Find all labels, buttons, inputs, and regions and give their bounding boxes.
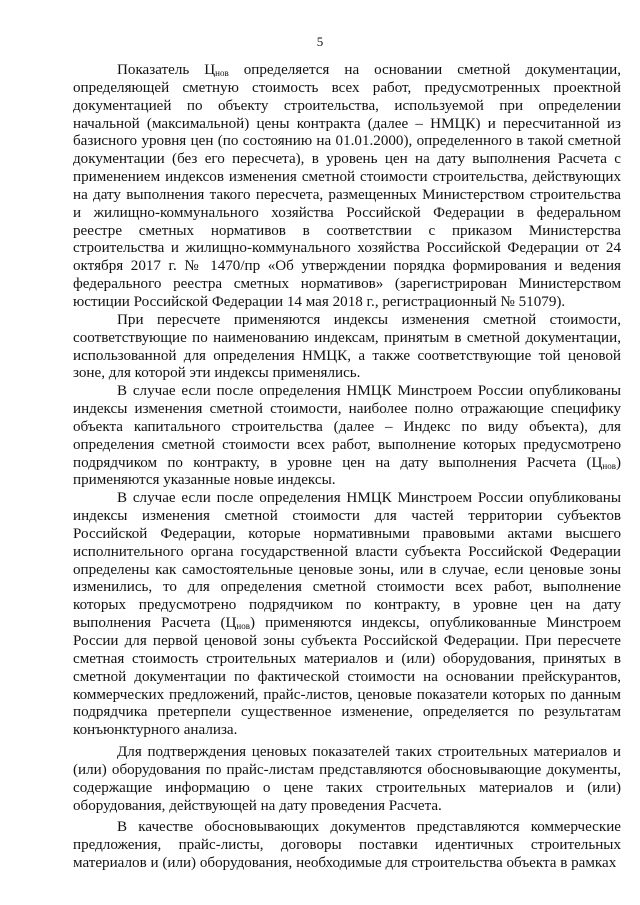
paragraph-4 (73, 490, 621, 740)
paragraph-4-before: В случае если после определения НМЦК Минстроем России опубликованы индексы изменения сметной стоимости для частей территории субъектов Российской Федерации, которые нормативными правовыми актами высшего исполнительного органа государственной власти субъекта Российской Федерации определены как самостоятельные ценовые зоны, или в случае, если ценовые зоны изменились, то для определения сметной стоимости всех работ, выполнение которых предусмотрено подрядчиком по контракту, в уровне цен на дату выполнения Расчета ( (73, 490, 621, 632)
paragraph-2: При пересчете применяются индексы изменения сметной стоимости, соответствующие по наименованию индексам, принятым в сметной документации, использованной для определения НМЦК, а также соответствующие той ценовой зоне, для которой эти индексы применялись. (73, 311, 621, 382)
symbol-letter: Ц (204, 62, 216, 78)
paragraph-6: В качестве обосновывающих документов представляются коммерческие предложения, прайс-листы, договоры поставки идентичных строительных материалов и (или) оборудования, необходимые для строительства объекта в рамках (73, 819, 621, 872)
symbol-subscript: нов (236, 621, 250, 632)
symbol-letter: Ц (225, 615, 237, 632)
symbol-c-nov (226, 615, 250, 631)
paragraph-1 (73, 62, 621, 312)
paragraph-3-after: ) применяются указанные новые индексы. (73, 454, 621, 489)
paragraph-1-before: Показатель (117, 62, 205, 78)
paragraph-4-after: ) применяются индексы, опубликованные Минстроем России для первой ценовой зоны субъекта Российской Федерации. При пересчете сметная стоимость строительных материалов и (или) оборудования, принятых в сметной документации по фактической стоимости на основании прейскурантов, коммерческих предложений, прайс-листов, ценовые показатели которых по данным подрядчика претерпели существенное изменение, определяется по результатам конъюнктурного анализа. (73, 615, 622, 739)
symbol-c-nov (204, 62, 228, 78)
symbol-subscript: нов (602, 460, 616, 471)
paragraph-3 (73, 383, 621, 490)
symbol-c-nov (591, 455, 615, 471)
paragraph-1-after: определяется на основании сметной документации, определяющей сметную стоимость всех работ, предусмотренных проектной документацией по объекту строительства, используемой при определении начальной (максимальной) цены контракта (далее – НМЦК) и пересчитанной из базисного уровня цен (по состоянию на 01.01.2000), определенного в такой сметной документации (без его пересчета), в уровень цен на дату выполнения Расчета с применением индексов изменения сметной стоимости строительства, действующих на дату выполнения такого пересчета, размещенных Министерством строительства и жилищно-коммунального хозяйства Российской Федерации в федеральном реестре сметных нормативов в соответствии с приказом Министерства строительства и жилищно-коммунального хозяйства Российской Федерации от 24 октября 2017 г. № 1470/пр «Об утверждении порядка формирования и ведения федерального реестра сметных нормативов» (зарегистрирован Министерством юстиции Российской Федерации 14 мая 2018 г., регистрационный № 51079). (73, 62, 621, 310)
paragraph-5: Для подтверждения ценовых показателей таких строительных материалов и (или) оборудования по прайс-листам представляются обосновывающие документы, содержащие информацию о цене таких строительных материалов и (или) оборудования, действующей на дату проведения Расчета. (73, 744, 621, 814)
symbol-subscript: нов (215, 68, 229, 78)
page-number: 5 (316, 34, 324, 49)
document-body (73, 62, 621, 873)
paragraph-3-before: В случае если после определения НМЦК Минстроем России опубликованы индексы изменения сметной стоимости, наиболее полно отражающие специфику объекта капитального строительства (далее – Индекс по виду объекта), для определения сметной стоимости всех работ, выполнение которых предусмотрено подрядчиком по контракту, в уровне цен на дату выполнения Расчета ( (73, 383, 621, 471)
symbol-letter: Ц (591, 454, 603, 471)
